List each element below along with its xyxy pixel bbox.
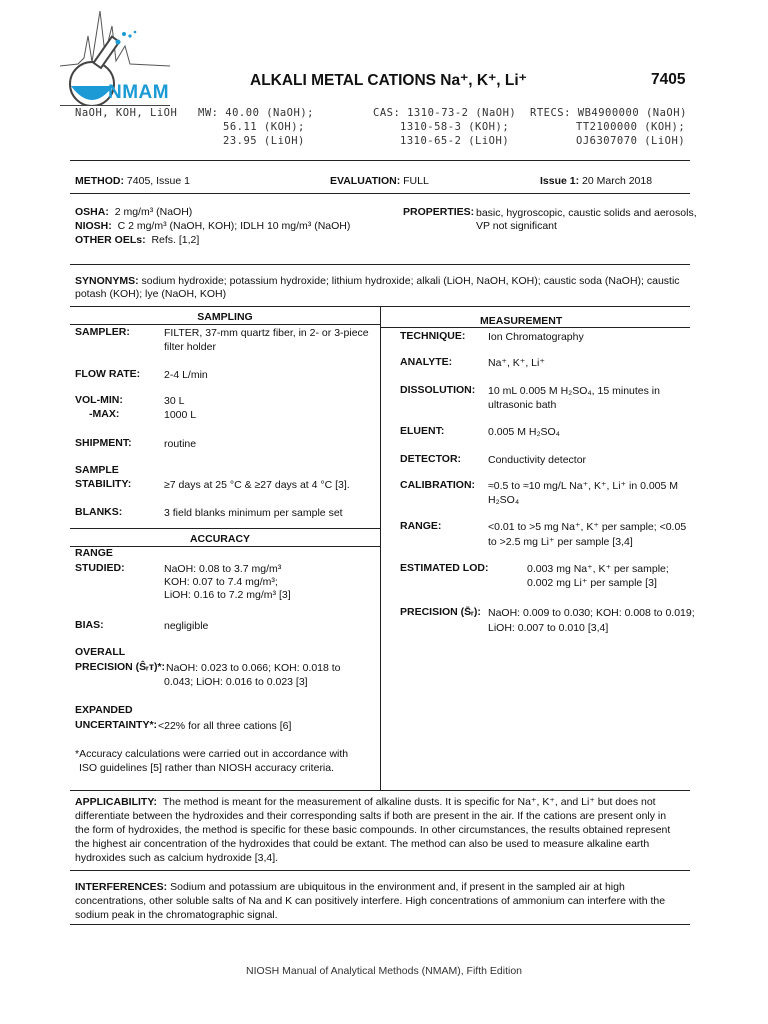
overall-precision-value-2: 0.043; LiOH: 0.016 to 0.023 [3] (164, 676, 308, 688)
range-value-1: <0.01 to >5 mg Na⁺, K⁺ per sample; <0.05 (488, 521, 687, 533)
bias-label: BIAS: (75, 619, 104, 631)
cas-1: CAS: 1310-73-2 (NaOH) (373, 107, 517, 119)
analyte-value: Na⁺, K⁺, Li⁺ (488, 357, 545, 369)
precision-value-2: LiOH: 0.007 to 0.010 [3,4] (488, 622, 609, 634)
formula: NaOH, KOH, LiOH (75, 107, 178, 119)
calibration-label: CALIBRATION: (400, 479, 476, 491)
shipment-value: routine (164, 438, 197, 450)
interferences-line-1: Sodium and potassium are ubiquitous in the environment and, if present in the sampled air at high (170, 881, 625, 893)
divider (70, 160, 690, 161)
dissolution-label: DISSOLUTION: (400, 384, 476, 396)
overall-precision-label-1: OVERALL (75, 646, 126, 658)
niosh-limit: NIOSH: C 2 mg/m³ (NaOH, KOH); IDLH 10 mg/m³ (NaOH) (75, 220, 351, 232)
cas-3: 1310-65-2 (LiOH) (400, 135, 510, 147)
mw-1: MW: 40.00 (NaOH); (198, 107, 314, 119)
rtecs-3: OJ6307070 (LiOH) (576, 135, 686, 147)
dissolution-value-2: ultrasonic bath (488, 399, 557, 411)
sampling-heading: SAMPLING (197, 311, 253, 323)
blanks-value: 3 field blanks minimum per sample set (164, 507, 343, 519)
sampler-value-1: FILTER, 37-mm quartz fiber, in 2- or 3-piece (164, 327, 369, 339)
vol-min-label: VOL-MIN: (75, 394, 123, 406)
range-value-2: to >2.5 mg Li⁺ per sample [3,4] (488, 536, 633, 548)
accuracy-note-1: *Accuracy calculations were carried out in accordance with (75, 748, 349, 760)
rtecs-2: TT2100000 (KOH); (576, 121, 686, 133)
divider (70, 528, 380, 529)
stability-label-2: STABILITY: (75, 478, 132, 490)
mw-2: 56.11 (KOH); (223, 121, 305, 133)
sampler-label: SAMPLER: (75, 326, 130, 338)
accuracy-heading: ACCURACY (189, 533, 251, 545)
calibration-value-2: H₂SO₄ (488, 494, 520, 506)
detector-label: DETECTOR: (400, 453, 462, 465)
divider (70, 324, 380, 325)
applicability-line-1: The method is meant for the measurement of alkaline dusts. It is specific for Na⁺, K⁺, and Li⁺ but does not (162, 796, 656, 808)
divider (70, 790, 690, 791)
interferences-line-3: sodium peak in the chromatographic signal. (75, 909, 278, 921)
eluent-value: 0.005 M H₂SO₄ (488, 426, 560, 438)
method-info: METHOD: 7405, Issue 1 (75, 175, 190, 187)
synonyms: SYNONYMS: sodium hydroxide; potassium hydroxide; lithium hydroxide; alkali (LiOH, NaOH, KOH); caustic soda (NaOH); caustic (75, 275, 680, 287)
properties-value-1: basic, hygroscopic, caustic solids and aerosols, (476, 207, 697, 219)
range-label: RANGE: (400, 520, 442, 532)
nmam-logo (50, 6, 180, 106)
properties-label: PROPERTIES: (403, 206, 475, 218)
applicability: APPLICABILITY: The method is meant for the measurement of alkaline dusts. It is specific for Na⁺, K⁺, and Li⁺ but does not differentiate between the hydroxides and their corresponding salts if both are present in the air. If the cations are present only in the form of hydroxides, the method is specific for these basic compounds. In other circumstances, the results obtained represent the highest air concentration of the hydroxides that could be extant. The method can also be used to measure alkaline earth hydroxides such as calcium hydroxide [3,4]. (75, 795, 687, 865)
range-studied-value-2: KOH: 0.07 to 7.4 mg/m³; (164, 576, 278, 588)
logo-underline (60, 105, 170, 106)
evaluation-info: EVALUATION: FULL (330, 175, 429, 187)
technique-value: Ion Chromatography (488, 331, 584, 343)
divider (70, 546, 380, 547)
sampler-value-2: filter holder (164, 341, 216, 353)
synonyms-line-2: potash (KOH); lye (NaOH, KOH) (75, 288, 227, 300)
page-title: ALKALI METAL CATIONS Na⁺, K⁺, Li⁺ (250, 72, 527, 89)
precision-label: PRECISION (S̄ᵣ): (400, 606, 481, 618)
mw-3: 23.95 (LiOH) (223, 135, 305, 147)
flow-rate-label: FLOW RATE: (75, 368, 141, 380)
vol-min-value: 30 L (164, 395, 185, 407)
shipment-label: SHIPMENT: (75, 437, 132, 449)
logo-text: NMAM (108, 82, 170, 103)
calibration-value-1: ≈0.5 to ≈10 mg/L Na⁺, K⁺, Li⁺ in 0.005 M (488, 480, 679, 492)
analyte-label: ANALYTE: (400, 356, 453, 368)
technique-label: TECHNIQUE: (400, 330, 466, 342)
interferences-line-2: concentrations, other soluble salts of Na and K can positively interfere. High concentrations of ammonium can interfere with the (75, 895, 666, 907)
precision-value-1: NaOH: 0.009 to 0.030; KOH: 0.008 to 0.019; (488, 607, 695, 619)
stability-value: ≥7 days at 25 °C & ≥27 days at 4 °C [3]. (164, 479, 350, 491)
accuracy-note-2: ISO guidelines [5] rather than NIOSH accuracy criteria. (79, 762, 335, 774)
overall-precision-value-1: NaOH: 0.023 to 0.066; KOH: 0.018 to (166, 662, 341, 674)
expanded-uncertainty-label-1: EXPANDED (75, 704, 133, 716)
eluent-label: ELUENT: (400, 425, 445, 437)
lod-value-1: 0.003 mg Na⁺, K⁺ per sample; (527, 563, 669, 575)
expanded-uncertainty-value: <22% for all three cations [6] (158, 720, 292, 732)
expanded-uncertainty-label-2: UNCERTAINTY*: (75, 719, 158, 731)
range-studied-label-1: RANGE (75, 547, 113, 559)
properties-value-2: VP not significant (476, 220, 557, 232)
column-divider (380, 306, 381, 790)
dissolution-value-1: 10 mL 0.005 M H₂SO₄, 15 minutes in (488, 385, 660, 397)
divider (380, 327, 690, 328)
overall-precision-label-2: PRECISION (Ŝᵣᴛ)*: (75, 661, 166, 673)
lod-label: ESTIMATED LOD: (400, 562, 489, 574)
osha-limit: OSHA: 2 mg/m³ (NaOH) (75, 206, 193, 218)
applicability-line-2: differentiate between the hydroxides and their corresponding salts if both are present in the air. If the cations are present only in (75, 810, 667, 822)
range-studied-value-3: LiOH: 0.16 to 7.2 mg/m³ [3] (164, 589, 291, 601)
footer: NIOSH Manual of Analytical Methods (NMAM), Fifth Edition (245, 965, 522, 977)
bias-value: negligible (164, 620, 209, 632)
range-studied-label-2: STUDIED: (75, 562, 125, 574)
vol-max-label: -MAX: (89, 408, 120, 420)
applicability-line-4: the highest air concentration of the hydroxides that could be extant. The method can also be used to measure alkaline earth (75, 838, 650, 850)
detector-value: Conductivity detector (488, 454, 587, 466)
applicability-line-3: the form of hydroxides, the method is specific for these basic compounds. In other circumstances, the results obtained represent (75, 824, 671, 836)
other-oels: OTHER OELs: Refs. [1,2] (75, 234, 200, 246)
interferences: INTERFERENCES: Sodium and potassium are ubiquitous in the environment and, if present in the sampled air at high concentrations, other soluble salts of Na and K can positively interfere. High concentrations of ammonium can interfere with the sodium peak in the chromatographic signal. (75, 880, 687, 922)
blanks-label: BLANKS: (75, 506, 123, 518)
measurement-heading: MEASUREMENT (480, 315, 563, 327)
divider (70, 924, 690, 925)
cas-2: 1310-58-3 (KOH); (400, 121, 510, 133)
divider (70, 870, 690, 871)
lod-value-2: 0.002 mg Li⁺ per sample [3] (527, 577, 657, 589)
method-number: 7405 (651, 71, 686, 88)
stability-label-1: SAMPLE (75, 464, 119, 476)
flow-rate-value: 2-4 L/min (164, 369, 208, 381)
vol-max-value: 1000 L (164, 409, 197, 421)
divider (70, 193, 690, 194)
issue-info: Issue 1: 20 March 2018 (540, 175, 653, 187)
rtecs-1: RTECS: WB4900000 (NaOH) (530, 107, 687, 119)
applicability-line-5: hydroxides such as calcium hydroxide [3,4]. (75, 852, 279, 864)
divider (70, 264, 690, 265)
range-studied-value-1: NaOH: 0.08 to 3.7 mg/m³ (164, 563, 282, 575)
